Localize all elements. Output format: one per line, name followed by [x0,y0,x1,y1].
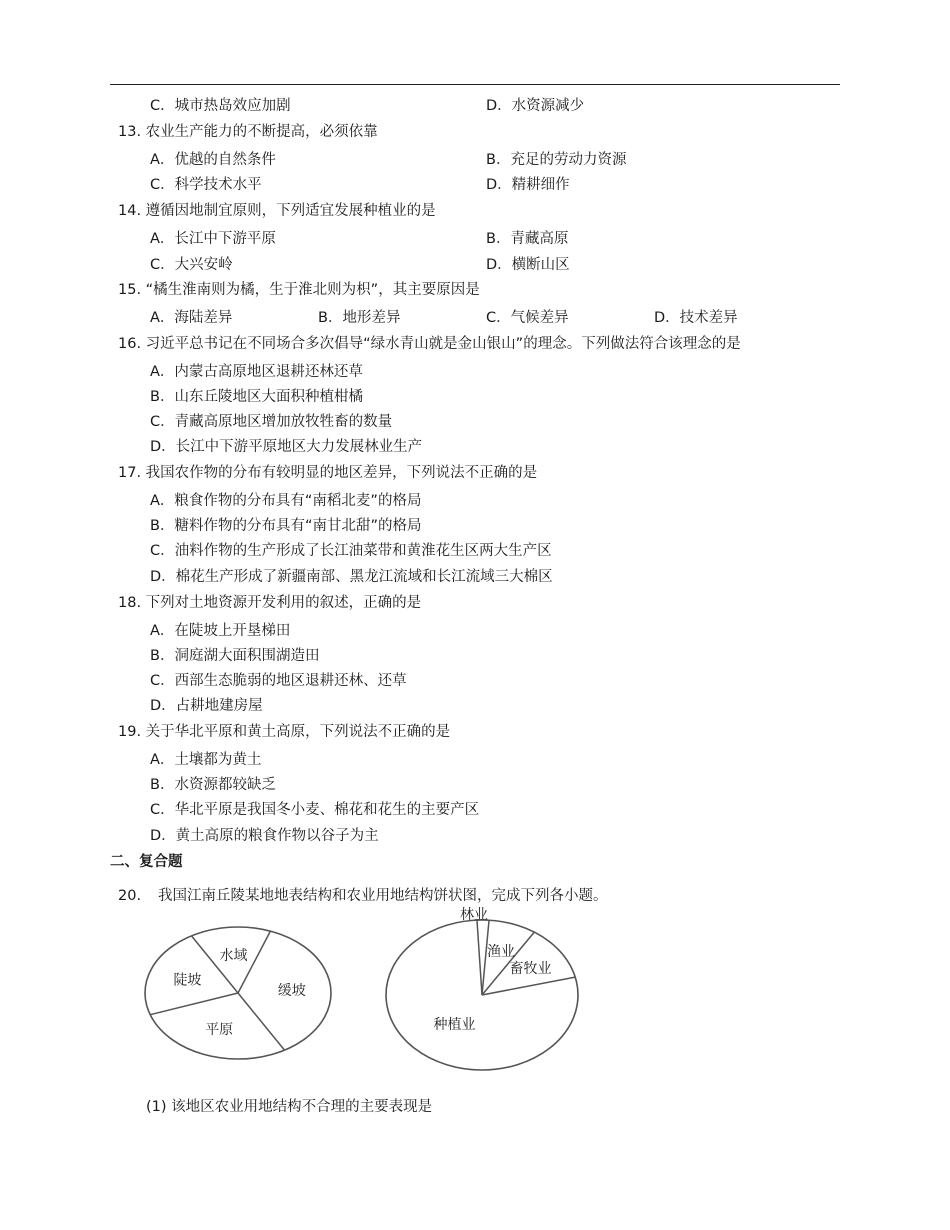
q15-option-a: A．海陆差异 [150,310,233,326]
q13-option-a: A．优越的自然条件 [150,152,276,168]
q19-option-b: B．水资源都较缺乏 [150,777,276,793]
pie-label: 畜牧业 [509,961,552,978]
q19-option-a: A．土壤都为黄土 [150,752,262,768]
terrain-pie [145,927,331,1059]
q18-stem: 18. 下列对土地资源开发利用的叙述，正确的是 [118,595,422,611]
pie-label: 种植业 [433,1016,476,1033]
q18-option-c: C．西部生态脆弱的地区退耕还林、还草 [150,673,407,689]
q17-option-d: D．棉花生产形成了新疆南部、黑龙江流域和长江流域三大棉区 [150,569,553,585]
q13-stem: 13. 农业生产能力的不断提高，必须依靠 [118,124,378,140]
q16-option-a: A．内蒙古高原地区退耕还林还草 [150,364,363,380]
q17-stem: 17. 我国农作物的分布有较明显的地区差异，下列说法不正确的是 [118,465,538,481]
pie-label: 陡坡 [173,972,202,989]
pie-label: 平原 [205,1021,234,1038]
q16-option-d: D．长江中下游平原地区大力发展林业生产 [150,439,423,455]
q12-option-d: D．水资源减少 [486,98,585,114]
pie-label: 缓坡 [277,982,306,999]
q16-option-c: C．青藏高原地区增加放牧牲畜的数量 [150,414,393,430]
section-title: 二、复合题 [110,854,183,870]
q18-option-b: B．洞庭湖大面积围湖造田 [150,648,320,664]
pie-label: 林业 [460,907,488,923]
q14-option-d: D．横断山区 [486,257,570,273]
q15-stem: 15. “橘生淮南则为橘，生于淮北则为枳”，其主要原因是 [118,282,480,298]
q15-option-c: C．气候差异 [486,310,569,326]
q14-option-c: C．大兴安岭 [150,257,233,273]
pie-charts [130,905,600,1080]
q20-stem: 我国江南丘陵某地地表结构和农业用地结构饼状图，完成下列各小题。 [158,888,608,904]
q19-option-d: D．黄土高原的粮食作物以谷子为主 [150,828,379,844]
header-rule [110,84,840,85]
q19-stem: 19. 关于华北平原和黄土高原，下列说法不正确的是 [118,724,451,740]
q18-option-a: A．在陡坡上开垦梯田 [150,623,291,639]
q17-option-a: A．粮食作物的分布具有“南稻北麦”的格局 [150,493,422,509]
q16-option-b: B．山东丘陵地区大面积种植柑橘 [150,389,363,405]
q20-number: 20. [118,888,142,904]
q17-option-c: C．油料作物的生产形成了长江油菜带和黄淮花生区两大生产区 [150,543,552,559]
q15-option-b: B．地形差异 [318,310,401,326]
pie-label: 水域 [219,947,248,964]
q14-option-b: B．青藏高原 [486,231,569,247]
q14-stem: 14. 遵循因地制宜原则，下列适宜发展种植业的是 [118,203,436,219]
q13-option-b: B．充足的劳动力资源 [486,152,627,168]
land-use-pie [386,906,578,1070]
q16-stem: 16. 习近平总书记在不同场合多次倡导“绿水青山就是金山银山”的理念。下列做法符合该理念的是 [118,336,741,352]
q18-option-d: D．占耕地建房屋 [150,698,263,714]
q19-option-c: C．华北平原是我国冬小麦、棉花和花生的主要产区 [150,802,480,818]
pie-label: 渔业 [486,943,515,960]
q13-option-d: D．精耕细作 [486,177,570,193]
q12-option-c: C．城市热岛效应加剧 [150,98,291,114]
q17-option-b: B．糖料作物的分布具有“南甘北甜”的格局 [150,518,422,534]
q14-option-a: A．长江中下游平原 [150,231,276,247]
q15-option-d: D．技术差异 [654,310,738,326]
q13-option-c: C．科学技术水平 [150,177,262,193]
q20-sub1: (1) 该地区农业用地结构不合理的主要表现是 [146,1099,433,1115]
